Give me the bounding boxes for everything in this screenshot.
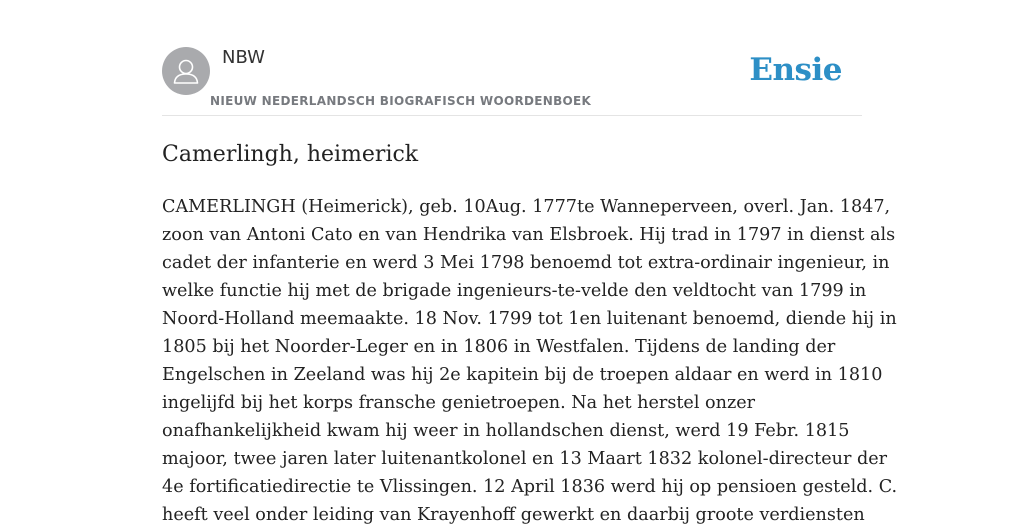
article-body-line: 1805 bij het Noorder-Leger en in 1806 in Westfalen. Tijdens de landing der	[162, 337, 836, 357]
user-icon	[162, 47, 210, 95]
article-title: Camerlingh, heimerick	[162, 142, 419, 167]
source-name[interactable]: NBW	[222, 47, 265, 68]
article-body	[162, 193, 898, 529]
article-body-line: onafhankelijkheid kwam hij weer in hollandschen dienst, werd 19 Febr. 1815	[162, 421, 850, 441]
ensie-logo[interactable]: Ensie	[749, 52, 842, 88]
article-body-line: ingelijfd bij het korps fransche genietroepen. Na het herstel onzer	[162, 393, 756, 413]
source-subtitle: NIEUW NEDERLANDSCH BIOGRAFISCH WOORDENBOEK	[210, 94, 592, 108]
article-body-line: zoon van Antoni Cato en van Hendrika van Elsbroek. Hij trad in 1797 in dienst als	[162, 225, 896, 245]
article-body-line: CAMERLINGH (Heimerick), geb. 10Aug. 1777te Wanneperveen, overl. Jan. 1847,	[162, 197, 891, 217]
article-body-line: heeft veel onder leiding van Krayenhoff gewerkt en daarbij groote verdiensten	[162, 505, 865, 525]
article-body-line: Noord-Holland meemaakte. 18 Nov. 1799 tot 1en luitenant benoemd, diende hij in	[162, 309, 897, 329]
header-divider	[162, 115, 862, 116]
article-body-line: 4e fortificatiedirectie te Vlissingen. 12 April 1836 werd hij op pensioen gesteld. C.	[162, 477, 898, 497]
article-body-line: cadet der infanterie en werd 3 Mei 1798 benoemd tot extra-ordinair ingenieur, in	[162, 253, 890, 273]
article-body-line: welke functie hij met de brigade ingenieurs-te-velde den veldtocht van 1799 in	[162, 281, 867, 301]
source-header	[162, 46, 862, 116]
article-body-line: majoor, twee jaren later luitenantkolonel en 13 Maart 1832 kolonel-directeur der	[162, 449, 888, 469]
article-body-line: Engelschen in Zeeland was hij 2e kapitein bij de troepen aldaar en werd in 1810	[162, 365, 883, 385]
avatar[interactable]	[162, 47, 210, 95]
